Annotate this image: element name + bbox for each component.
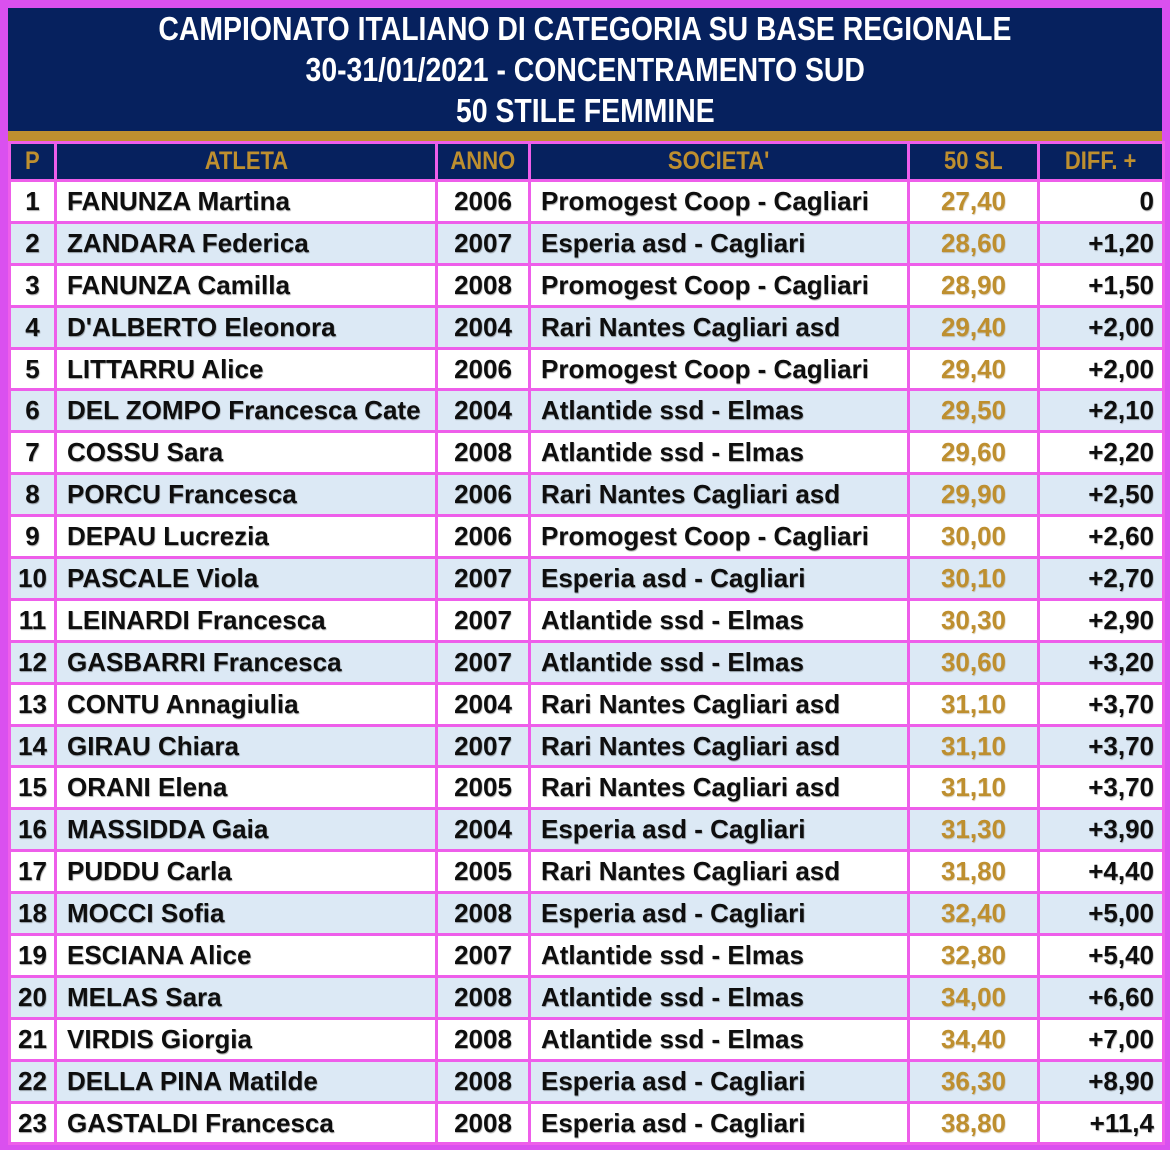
club-cell: Rari Nantes Cagliari asd: [530, 851, 909, 893]
diff-cell: 0: [1039, 181, 1164, 223]
diff-cell: +2,60: [1039, 516, 1164, 558]
table-row: [10, 306, 1164, 348]
year-cell: 2008: [437, 1018, 530, 1060]
year-cell: 2006: [437, 181, 530, 223]
diff-cell: +2,90: [1039, 599, 1164, 641]
table-row: [10, 976, 1164, 1018]
table-header-row: [10, 143, 1164, 181]
header-year: ANNO: [437, 143, 530, 181]
table-row: [10, 432, 1164, 474]
table-row: [10, 599, 1164, 641]
year-cell: 2007: [437, 558, 530, 600]
rank-cell: 17: [10, 851, 56, 893]
rank-cell: 14: [10, 725, 56, 767]
athlete-cell: PUDDU Carla: [56, 851, 437, 893]
club-cell: Atlantide ssd - Elmas: [530, 432, 909, 474]
athlete-cell: LEINARDI Francesca: [56, 599, 437, 641]
athlete-cell: ZANDARA Federica: [56, 222, 437, 264]
diff-cell: +3,70: [1039, 725, 1164, 767]
athlete-cell: FANUNZA Camilla: [56, 264, 437, 306]
year-cell: 2006: [437, 348, 530, 390]
club-cell: Promogest Coop - Cagliari: [530, 264, 909, 306]
diff-cell: +6,60: [1039, 976, 1164, 1018]
rank-cell: 13: [10, 683, 56, 725]
year-cell: 2008: [437, 1102, 530, 1144]
year-cell: 2005: [437, 851, 530, 893]
time-cell: 36,30: [909, 1060, 1039, 1102]
rank-cell: 9: [10, 516, 56, 558]
rank-cell: 2: [10, 222, 56, 264]
athlete-cell: ESCIANA Alice: [56, 935, 437, 977]
diff-cell: +2,10: [1039, 390, 1164, 432]
diff-cell: +2,00: [1039, 306, 1164, 348]
year-cell: 2004: [437, 390, 530, 432]
diff-cell: +2,70: [1039, 558, 1164, 600]
year-cell: 2008: [437, 264, 530, 306]
rank-cell: 3: [10, 264, 56, 306]
header-athlete: ATLETA: [56, 143, 437, 181]
club-cell: Esperia asd - Cagliari: [530, 893, 909, 935]
table-row: [10, 683, 1164, 725]
table-row: [10, 222, 1164, 264]
time-cell: 28,90: [909, 264, 1039, 306]
header-diff: DIFF. +: [1039, 143, 1164, 181]
athlete-cell: MASSIDDA Gaia: [56, 809, 437, 851]
time-cell: 31,10: [909, 725, 1039, 767]
rank-cell: 22: [10, 1060, 56, 1102]
club-cell: Atlantide ssd - Elmas: [530, 390, 909, 432]
athlete-cell: GASTALDI Francesca: [56, 1102, 437, 1144]
time-cell: 30,30: [909, 599, 1039, 641]
rank-cell: 16: [10, 809, 56, 851]
club-cell: Rari Nantes Cagliari asd: [530, 683, 909, 725]
header-club: SOCIETA': [530, 143, 909, 181]
table-row: [10, 1060, 1164, 1102]
table-row: [10, 641, 1164, 683]
club-cell: Atlantide ssd - Elmas: [530, 641, 909, 683]
time-cell: 32,80: [909, 935, 1039, 977]
time-cell: 29,40: [909, 306, 1039, 348]
athlete-cell: MOCCI Sofia: [56, 893, 437, 935]
athlete-cell: VIRDIS Giorgia: [56, 1018, 437, 1060]
year-cell: 2006: [437, 474, 530, 516]
time-cell: 29,60: [909, 432, 1039, 474]
year-cell: 2008: [437, 893, 530, 935]
table-row: [10, 809, 1164, 851]
diff-cell: +1,20: [1039, 222, 1164, 264]
athlete-cell: MELAS Sara: [56, 976, 437, 1018]
table-row: [10, 348, 1164, 390]
athlete-cell: DEPAU Lucrezia: [56, 516, 437, 558]
athlete-cell: CONTU Annagiulia: [56, 683, 437, 725]
athlete-cell: D'ALBERTO Eleonora: [56, 306, 437, 348]
club-cell: Atlantide ssd - Elmas: [530, 599, 909, 641]
club-cell: Esperia asd - Cagliari: [530, 1060, 909, 1102]
time-cell: 34,40: [909, 1018, 1039, 1060]
diff-cell: +3,70: [1039, 683, 1164, 725]
year-cell: 2007: [437, 222, 530, 264]
diff-cell: +5,00: [1039, 893, 1164, 935]
diff-cell: +2,00: [1039, 348, 1164, 390]
time-cell: 30,10: [909, 558, 1039, 600]
club-cell: Promogest Coop - Cagliari: [530, 181, 909, 223]
rank-cell: 5: [10, 348, 56, 390]
year-cell: 2004: [437, 809, 530, 851]
table-row: [10, 474, 1164, 516]
year-cell: 2007: [437, 641, 530, 683]
rank-cell: 19: [10, 935, 56, 977]
year-cell: 2007: [437, 599, 530, 641]
diff-cell: +5,40: [1039, 935, 1164, 977]
year-cell: 2008: [437, 976, 530, 1018]
athlete-cell: PASCALE Viola: [56, 558, 437, 600]
rank-cell: 7: [10, 432, 56, 474]
diff-cell: +3,20: [1039, 641, 1164, 683]
athlete-cell: ORANI Elena: [56, 767, 437, 809]
time-cell: 28,60: [909, 222, 1039, 264]
header-time-50sl: 50 SL: [909, 143, 1039, 181]
diff-cell: +3,90: [1039, 809, 1164, 851]
club-cell: Rari Nantes Cagliari asd: [530, 306, 909, 348]
diff-cell: +4,40: [1039, 851, 1164, 893]
title-line-championship: CAMPIONATO ITALIANO DI CATEGORIA SU BASE REGIONALE: [158, 10, 1012, 47]
time-cell: 30,00: [909, 516, 1039, 558]
table-row: [10, 1018, 1164, 1060]
athlete-cell: LITTARRU Alice: [56, 348, 437, 390]
time-cell: 29,50: [909, 390, 1039, 432]
year-cell: 2008: [437, 1060, 530, 1102]
time-cell: 31,30: [909, 809, 1039, 851]
time-cell: 29,40: [909, 348, 1039, 390]
rank-cell: 4: [10, 306, 56, 348]
time-cell: 34,00: [909, 976, 1039, 1018]
club-cell: Esperia asd - Cagliari: [530, 809, 909, 851]
title-line-race: 50 STILE FEMMINE: [455, 92, 715, 129]
time-cell: 32,40: [909, 893, 1039, 935]
year-cell: 2004: [437, 683, 530, 725]
club-cell: Esperia asd - Cagliari: [530, 558, 909, 600]
diff-cell: +1,50: [1039, 264, 1164, 306]
year-cell: 2007: [437, 725, 530, 767]
club-cell: Esperia asd - Cagliari: [530, 222, 909, 264]
diff-cell: +2,20: [1039, 432, 1164, 474]
club-cell: Rari Nantes Cagliari asd: [530, 474, 909, 516]
athlete-cell: DELLA PINA Matilde: [56, 1060, 437, 1102]
diff-cell: +8,90: [1039, 1060, 1164, 1102]
title-block: [8, 8, 1162, 131]
rank-cell: 12: [10, 641, 56, 683]
time-cell: 29,90: [909, 474, 1039, 516]
rank-cell: 15: [10, 767, 56, 809]
club-cell: Esperia asd - Cagliari: [530, 1102, 909, 1144]
table-row: [10, 767, 1164, 809]
time-cell: 30,60: [909, 641, 1039, 683]
table-row: [10, 851, 1164, 893]
year-cell: 2005: [437, 767, 530, 809]
club-cell: Promogest Coop - Cagliari: [530, 516, 909, 558]
table-row: [10, 725, 1164, 767]
club-cell: Rari Nantes Cagliari asd: [530, 725, 909, 767]
athlete-cell: PORCU Francesca: [56, 474, 437, 516]
table-row: [10, 264, 1164, 306]
table-row: [10, 893, 1164, 935]
rank-cell: 10: [10, 558, 56, 600]
time-cell: 31,10: [909, 767, 1039, 809]
table-row: [10, 181, 1164, 223]
athlete-cell: COSSU Sara: [56, 432, 437, 474]
athlete-cell: GIRAU Chiara: [56, 725, 437, 767]
diff-cell: +11,4: [1039, 1102, 1164, 1144]
table-row: [10, 935, 1164, 977]
rank-cell: 8: [10, 474, 56, 516]
gold-divider: [8, 131, 1162, 141]
time-cell: 38,80: [909, 1102, 1039, 1144]
rank-cell: 23: [10, 1102, 56, 1144]
rank-cell: 20: [10, 976, 56, 1018]
rank-cell: 21: [10, 1018, 56, 1060]
club-cell: Promogest Coop - Cagliari: [530, 348, 909, 390]
club-cell: Rari Nantes Cagliari asd: [530, 767, 909, 809]
club-cell: Atlantide ssd - Elmas: [530, 935, 909, 977]
time-cell: 27,40: [909, 181, 1039, 223]
table-row: [10, 558, 1164, 600]
time-cell: 31,80: [909, 851, 1039, 893]
rank-cell: 6: [10, 390, 56, 432]
table-row: [10, 390, 1164, 432]
year-cell: 2008: [437, 432, 530, 474]
rank-cell: 18: [10, 893, 56, 935]
title-line-date-event: 30-31/01/2021 - CONCENTRAMENTO SUD: [305, 51, 865, 88]
athlete-cell: GASBARRI Francesca: [56, 641, 437, 683]
table-row: [10, 516, 1164, 558]
results-table: [8, 141, 1165, 1145]
diff-cell: +2,50: [1039, 474, 1164, 516]
rank-cell: 11: [10, 599, 56, 641]
rank-cell: 1: [10, 181, 56, 223]
year-cell: 2007: [437, 935, 530, 977]
time-cell: 31,10: [909, 683, 1039, 725]
athlete-cell: DEL ZOMPO Francesca Cate: [56, 390, 437, 432]
athlete-cell: FANUNZA Martina: [56, 181, 437, 223]
club-cell: Atlantide ssd - Elmas: [530, 976, 909, 1018]
club-cell: Atlantide ssd - Elmas: [530, 1018, 909, 1060]
year-cell: 2006: [437, 516, 530, 558]
header-rank: P: [10, 143, 56, 181]
year-cell: 2004: [437, 306, 530, 348]
diff-cell: +7,00: [1039, 1018, 1164, 1060]
table-row: [10, 1102, 1164, 1144]
diff-cell: +3,70: [1039, 767, 1164, 809]
